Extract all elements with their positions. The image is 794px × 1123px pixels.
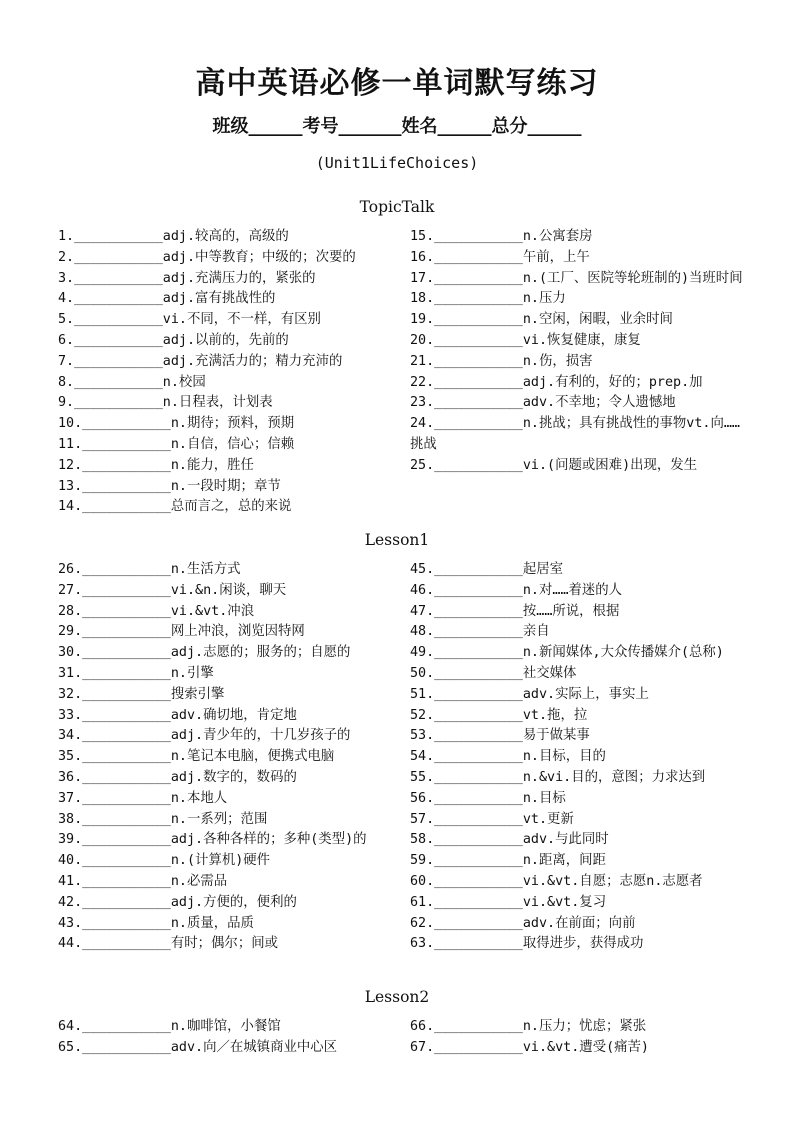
student-info-line: 班级______考号_______姓名______总分______ [212, 116, 582, 137]
vocab-item: 29.___________网上冲浪，浏览因特网 [58, 624, 305, 640]
vocab-item: 57.___________vt.更新 [410, 811, 574, 827]
vocab-item: 20.___________vi.恢复健康，康复 [410, 332, 641, 348]
vocab-item: 38.___________n.一系列；范围 [58, 811, 268, 827]
lesson1-left-column [58, 560, 394, 955]
topictalk-left-column [58, 227, 394, 518]
vocab-item: 65.___________adv.向／在城镇商业中心区 [58, 1039, 338, 1055]
vocab-item: 54.___________n.目标，目的 [410, 749, 606, 765]
topictalk-right-column [410, 227, 746, 477]
vocab-item: 43.___________n.质量，品质 [58, 915, 254, 931]
vocab-item: 33.___________adv.确切地，肯定地 [58, 707, 297, 723]
vocab-item: 58.___________adv.与此同时 [410, 832, 609, 848]
vocab-item: 31.___________n.引擎 [58, 665, 214, 681]
vocab-item: 15.___________n.公寓套房 [410, 229, 593, 244]
vocab-item: 52.___________vt.拖，拉 [410, 707, 588, 723]
vocab-item: 4.___________adj.富有挑战性的 [58, 291, 276, 307]
vocab-item: 28.___________vi.&vt.冲浪 [58, 603, 255, 619]
vocab-item: 3.___________adj.充满压力的，紧张的 [58, 270, 316, 286]
vocab-item: 14.___________总而言之，总的来说 [58, 499, 292, 515]
vocab-item: 18.___________n.压力 [410, 291, 566, 307]
page-title: 高中英语必修一单词默写练习 [195, 66, 599, 101]
vocab-item: 66.___________n.压力；忧虑；紧张 [410, 1019, 647, 1034]
vocab-item: 8.___________n.校园 [58, 374, 206, 390]
vocab-item: 62.___________adv.在前面；向前 [410, 915, 636, 931]
vocab-item: 63.___________取得进步，获得成功 [410, 936, 644, 952]
vocab-item: 40.___________n.(计算机)硬件 [58, 853, 271, 869]
section-heading-lesson2: Lesson2 [364, 988, 430, 1006]
vocab-item: 32.___________搜索引擎 [58, 686, 225, 702]
vocab-item: 19.___________n.空闲，闲暇，业余时间 [410, 312, 673, 328]
vocab-item: 12.___________n.能力，胜任 [58, 457, 254, 473]
vocab-item: 48.___________亲自 [410, 624, 550, 640]
vocab-item: 7.___________adj.充满活力的；精力充沛的 [58, 353, 343, 369]
vocab-item: 51.___________adv.实际上，事实上 [410, 686, 649, 702]
unit-subtitle: (Unit1LifeChoices) [315, 154, 479, 172]
vocab-item: 46.___________n.对……着迷的人 [410, 582, 623, 598]
vocab-item: 17.___________n.(工厂、医院等轮班制的)当班时间 [410, 270, 743, 286]
vocab-item: 60.___________vi.&vt.自愿；志愿n.志愿者 [410, 873, 703, 889]
vocab-item: 37.___________n.本地人 [58, 790, 228, 806]
vocab-item: 25.___________vi.(问题或困难)出现，发生 [410, 457, 698, 473]
vocab-item: 13.___________n.一段时期；章节 [58, 478, 281, 494]
vocab-item: 61.___________vi.&vt.复习 [410, 894, 607, 910]
vocab-item: 34.___________adj.青少年的，十几岁孩子的 [58, 728, 351, 744]
vocab-item: 64.___________n.咖啡馆，小餐馆 [58, 1019, 281, 1034]
section-heading-lesson1: Lesson1 [364, 531, 430, 549]
vocab-item: 47.___________按……所说，根据 [410, 603, 620, 619]
vocab-item: 10.___________n.期待；预料，预期 [58, 416, 295, 432]
vocab-item: 35.___________n.笔记本电脑，便携式电脑 [58, 749, 335, 765]
vocab-item: 11.___________n.自信，信心；信赖 [58, 436, 295, 452]
vocab-item: 45.___________起居室 [410, 562, 564, 577]
vocab-item: 22.___________adj.有利的，好的；prep.加 [410, 374, 703, 390]
vocab-item: 5.___________vi.不同，不一样，有区别 [58, 312, 321, 328]
vocab-item: 27.___________vi.&n.闲谈，聊天 [58, 582, 287, 598]
vocab-item: 9.___________n.日程表，计划表 [58, 395, 273, 411]
vocab-item: 41.___________n.必需品 [58, 873, 228, 889]
vocab-item: 24.___________n.挑战；具有挑战性的事物vt.向……挑战 [410, 416, 740, 452]
vocab-item: 1.___________adj.较高的，高级的 [58, 229, 289, 244]
vocab-item: 23.___________adv.不幸地；令人遗憾地 [410, 395, 676, 411]
vocab-item: 49.___________n.新闻媒体,大众传播媒介(总称) [410, 645, 724, 661]
vocab-item: 39.___________adj.各种各样的；多种(类型)的 [58, 832, 367, 848]
vocab-item: 6.___________adj.以前的，先前的 [58, 332, 289, 348]
vocab-item: 55.___________n.&vi.目的，意图；力求达到 [410, 769, 706, 785]
lesson2-right-column [410, 1017, 746, 1059]
vocab-item: 16.___________午前，上午 [410, 249, 590, 265]
section-heading-topictalk: TopicTalk [359, 198, 435, 216]
vocab-item: 67.___________vi.&vt.遭受(痛苦) [410, 1039, 649, 1055]
vocab-item: 21.___________n.伤，损害 [410, 353, 593, 369]
vocab-item: 26.___________n.生活方式 [58, 562, 241, 577]
vocab-item: 42.___________adj.方便的，便利的 [58, 894, 297, 910]
vocab-item: 30.___________adj.志愿的；服务的；自愿的 [58, 645, 351, 661]
vocab-item: 36.___________adj.数字的，数码的 [58, 769, 297, 785]
lesson1-right-column [410, 560, 746, 955]
vocab-item: 44.___________有时；偶尔；间或 [58, 936, 278, 952]
vocab-item: 56.___________n.目标 [410, 790, 566, 806]
vocab-item: 59.___________n.距离，间距 [410, 853, 606, 869]
vocab-item: 53.___________易于做某事 [410, 728, 590, 744]
vocab-item: 50.___________社交媒体 [410, 665, 577, 681]
vocab-item: 2.___________adj.中等教育；中级的；次要的 [58, 249, 356, 265]
lesson2-left-column [58, 1017, 394, 1059]
